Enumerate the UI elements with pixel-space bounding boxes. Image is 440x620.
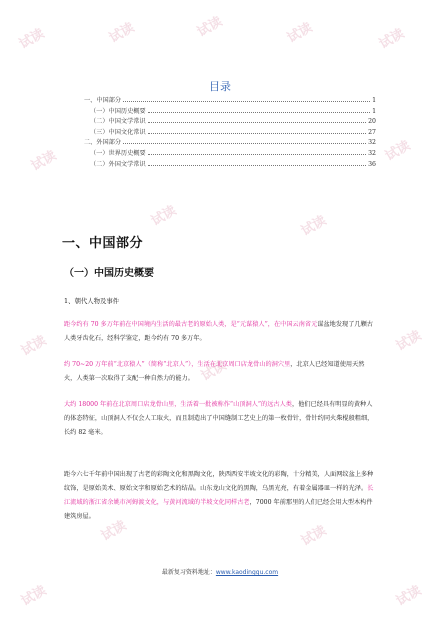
watermark: 试读 <box>198 358 230 385</box>
toc-entry[interactable] <box>72 149 376 160</box>
toc-leader-dots <box>148 112 370 113</box>
watermark: 试读 <box>18 583 50 610</box>
watermark: 试读 <box>106 20 138 47</box>
topic-heading: 1、朝代人物及事件 <box>64 297 120 305</box>
footer-label: 最新复习资料地址： <box>161 569 216 576</box>
toc-entry-label: （二）外国文学常识 <box>90 160 146 168</box>
toc-leader-dots <box>148 154 366 155</box>
toc-entry-page: 27 <box>368 128 376 136</box>
watermark: 试读 <box>298 523 330 550</box>
toc-entry[interactable] <box>72 128 376 139</box>
toc-entry-label: （二）中国文学常识 <box>90 118 146 126</box>
toc-entry[interactable] <box>72 160 376 171</box>
toc-entry[interactable] <box>72 96 376 107</box>
paragraph-upper-cave <box>64 398 376 440</box>
page-footer <box>0 567 440 576</box>
toc-leader-dots <box>123 101 370 102</box>
toc-entry-label: （一）世界历史概要 <box>90 149 146 157</box>
toc-entry-page: 36 <box>368 160 376 168</box>
watermark: 试读 <box>382 138 414 165</box>
highlighted-text: 约 70~20 万年前“北京猿人”（简称“北京人”），生活在北京周口店龙骨山的洞穴里 <box>64 361 291 368</box>
paragraph-yuanmou <box>64 318 376 346</box>
toc-leader-dots <box>123 143 366 144</box>
toc-entry-label: （一）中国历史概要 <box>90 107 146 115</box>
watermark: 试读 <box>98 518 130 545</box>
toc-entry[interactable] <box>72 138 376 149</box>
watermark: 试读 <box>16 26 48 53</box>
watermark: 试读 <box>18 333 50 360</box>
body-text: ，他们已经具有明显的黄种人的体态特征，山顶洞人不仅会人工取火，而且制造出了中国缝制工艺史上的第一枚骨针，骨针约同火柴棍般粗细，长约 82 毫米。 <box>64 401 374 436</box>
paragraph-pottery <box>64 468 376 524</box>
watermark: 试读 <box>376 26 408 53</box>
watermark: 试读 <box>28 148 60 175</box>
toc-entry-page: 20 <box>368 118 376 126</box>
toc-entry-label: 二、外国部分 <box>84 139 122 147</box>
body-text: ，7000 年前那里的人们已经会用大型木构件建筑房屋。 <box>64 499 373 520</box>
body-text: ，北京人已经知道使用天然火，人类第一次取得了支配一种自然力的能力。 <box>64 361 365 382</box>
watermark: 试读 <box>194 14 226 41</box>
footer-link[interactable]: www.kaodinggu.com <box>215 569 279 576</box>
body-text: 距今六七千年前中国出现了古老的彩陶文化和黑陶文化，陕西西安半坡文化的彩陶，十分精美，人面网纹盆上多种纹饰，是原始美术、原始文字和原始艺术的结晶。山东龙山文化的黑陶，乌黑光亮，有着金属器皿一样的光泽。 <box>64 471 374 492</box>
subsection-heading: （一）中国历史概要 <box>64 268 154 279</box>
toc-entry-label: 一、中国部分 <box>84 97 122 104</box>
table-of-contents <box>72 96 376 170</box>
watermark: 试读 <box>393 328 425 355</box>
highlighted-text: 长江流域的浙江省余姚市河姆渡文化，与黄河流域的半坡文化同样古老 <box>64 485 374 506</box>
toc-entry-page: 32 <box>368 139 376 147</box>
body-text: 谋盆地发现了几颗古人类牙齿化石，经科学鉴定，距今约有 70 多万年。 <box>64 321 373 342</box>
paragraph-peking-man <box>64 358 376 386</box>
toc-entry[interactable] <box>72 117 376 128</box>
toc-entry-page: 32 <box>368 149 376 157</box>
watermark: 试读 <box>284 20 316 47</box>
toc-entry-page: 1 <box>372 97 376 104</box>
highlighted-text: 距今约有 70 多万年前在中国境内生活的最古老的原始人类，是“元谋猿人”，在中国云南省元 <box>64 321 318 328</box>
toc-entry[interactable] <box>72 107 376 118</box>
toc-leader-dots <box>148 165 366 166</box>
toc-entry-page: 1 <box>372 107 376 115</box>
watermark: 试读 <box>148 203 180 230</box>
watermark: 试读 <box>298 213 330 240</box>
toc-leader-dots <box>148 122 366 123</box>
toc-leader-dots <box>148 133 366 134</box>
section-heading: 一、中国部分 <box>62 236 144 251</box>
toc-entry-label: （三）中国文化常识 <box>90 128 146 136</box>
highlighted-text: 大约 18000 年前在北京周口店龙骨山里，生活着一批被称作“山顶洞人”的远古人类 <box>64 401 292 408</box>
watermark: 试读 <box>393 583 425 610</box>
toc-title: 目录 <box>209 80 231 93</box>
